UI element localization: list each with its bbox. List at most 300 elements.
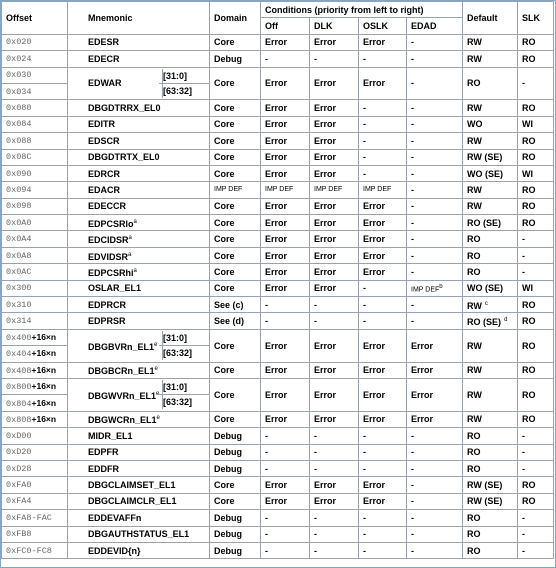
mnemonic-text: EDACR (88, 184, 121, 195)
header-oslk: OSLK (359, 18, 407, 34)
slk-value: RO (522, 184, 536, 195)
cell-off (261, 329, 310, 362)
cell-domain (210, 444, 261, 460)
cell-edad (407, 428, 463, 444)
footnote-marker: e (154, 341, 158, 348)
dlk-value: Error (314, 78, 337, 89)
domain-value: Core (214, 135, 235, 146)
cell-oslk (359, 460, 407, 476)
slk-value: - (522, 529, 526, 540)
default-value: RO (467, 266, 481, 277)
mnemonic-text: DBGDTRRX_EL0 (88, 103, 161, 114)
cell-edad (407, 444, 463, 460)
cell-edad (407, 329, 463, 362)
cell-offset (2, 477, 68, 493)
cell-domain (210, 313, 261, 329)
off-value: IMP DEF (265, 185, 294, 193)
domain-value: Core (214, 340, 235, 351)
slk-value: - (522, 430, 526, 441)
edad-value: - (411, 135, 414, 146)
cell-mnemonic (68, 444, 210, 460)
oslk-value: Error (363, 340, 386, 351)
cell-offset (2, 493, 68, 509)
cell-slk (518, 329, 554, 362)
offset-value: 0xFA0 (6, 480, 32, 491)
off-value: - (265, 512, 268, 523)
table-row (2, 215, 554, 231)
cell-dlk (310, 378, 359, 411)
cell-edad (407, 67, 463, 100)
cell-default (463, 198, 518, 214)
cell-offset (2, 428, 68, 444)
table-row (2, 231, 554, 247)
cell-offset (2, 280, 68, 296)
mnemonic-text: EDWAR (88, 78, 122, 89)
edad-value: IMP DEF (411, 286, 440, 293)
cell-dlk (310, 116, 359, 132)
footnote-marker: e (156, 415, 160, 422)
cell-offset (2, 542, 68, 558)
cell-off (261, 297, 310, 313)
cell-slk (518, 34, 554, 50)
off-value: - (265, 53, 268, 64)
cell-oslk (359, 362, 407, 378)
cell-offset (2, 362, 68, 378)
bit-ranges (162, 69, 209, 98)
footnote-marker: c (484, 300, 488, 307)
header-off: Off (261, 18, 310, 34)
slk-value: - (522, 545, 526, 556)
cell-default (463, 165, 518, 181)
dlk-value: Error (314, 37, 337, 48)
slk-value: RO (522, 389, 536, 400)
oslk-value: Error (363, 37, 386, 48)
cell-mnemonic (68, 231, 210, 247)
cell-default (463, 34, 518, 50)
table-row (2, 100, 554, 116)
dlk-value: Error (314, 201, 337, 212)
cell-domain (210, 247, 261, 263)
oslk-value: IMP DEF (363, 185, 392, 193)
edad-value: - (411, 480, 414, 491)
slk-value: RO (522, 365, 536, 376)
cell-default (463, 493, 518, 509)
cell-default (463, 362, 518, 378)
off-value: Error (265, 234, 288, 245)
cell-dlk (310, 460, 359, 476)
mnemonic-text: EDPRSR (88, 316, 126, 327)
domain-value: Core (214, 119, 235, 130)
cell-slk (518, 444, 554, 460)
domain-value: Core (214, 234, 235, 245)
offset-value: 0x020 (6, 37, 32, 48)
mnemonic-text: EDSCR (88, 135, 120, 146)
table-row (2, 477, 554, 493)
offset-value: 0x080 (6, 103, 32, 114)
cell-slk (518, 428, 554, 444)
off-value: Error (265, 168, 288, 179)
slk-value: - (522, 447, 526, 458)
cell-domain (210, 165, 261, 181)
offset-value: 0xFA8-FAC (6, 512, 52, 523)
default-value: RW (SE) (467, 152, 503, 163)
cell-edad (407, 51, 463, 67)
cell-edad (407, 313, 463, 329)
cell-off (261, 133, 310, 149)
mnemonic-text: EDECR (88, 53, 120, 64)
header-mnemonic: Mnemonic (68, 2, 210, 35)
off-value: Error (265, 78, 288, 89)
mnemonic-wrap (88, 380, 205, 409)
bit-range-high: [63:32] (163, 348, 193, 359)
offset-suffix: +16×n (31, 381, 57, 392)
table-row (2, 51, 554, 67)
cell-offset (2, 313, 68, 329)
cell-edad (407, 182, 463, 198)
cell-offset (2, 83, 68, 99)
off-value: Error (265, 152, 288, 163)
cell-slk (518, 280, 554, 296)
cell-default (463, 280, 518, 296)
cell-domain (210, 280, 261, 296)
domain-value: Debug (214, 512, 242, 523)
offset-base: 0x408 (6, 365, 32, 376)
off-value: Error (265, 119, 288, 130)
cell-default (463, 116, 518, 132)
mnemonic-text: EDPFR (88, 447, 119, 458)
oslk-value: - (363, 119, 366, 130)
cell-domain (210, 329, 261, 362)
cell-mnemonic (68, 116, 210, 132)
dlk-value: Error (314, 389, 337, 400)
cell-slk (518, 542, 554, 558)
off-value: - (265, 430, 268, 441)
mnemonic-text: MIDR_EL1 (88, 430, 133, 441)
cell-mnemonic (68, 149, 210, 165)
default-value: RO (467, 250, 481, 261)
cell-edad (407, 264, 463, 280)
cell-domain (210, 215, 261, 231)
dlk-value: - (314, 545, 317, 556)
cell-domain (210, 542, 261, 558)
oslk-value: Error (363, 250, 386, 261)
default-value: RO (467, 430, 481, 441)
cell-oslk (359, 247, 407, 263)
cell-dlk (310, 100, 359, 116)
cell-dlk (310, 133, 359, 149)
cell-off (261, 116, 310, 132)
domain-value: Core (214, 414, 235, 425)
dlk-value: Error (314, 152, 337, 163)
cell-domain (210, 378, 261, 411)
cell-edad (407, 34, 463, 50)
cell-default (463, 378, 518, 411)
cell-oslk (359, 477, 407, 493)
cell-dlk (310, 149, 359, 165)
offset-suffix: +16×n (31, 348, 57, 359)
cell-edad (407, 247, 463, 263)
cell-domain (210, 297, 261, 313)
offset-suffix: +16×n (31, 364, 57, 375)
cell-dlk (310, 411, 359, 427)
cell-offset (2, 215, 68, 231)
table-row (2, 526, 554, 542)
cell-dlk (310, 247, 359, 263)
table-body (2, 34, 554, 559)
cell-dlk (310, 477, 359, 493)
cell-default (463, 329, 518, 362)
default-value: RO (467, 463, 481, 474)
cell-domain (210, 411, 261, 427)
table-row (2, 165, 554, 181)
edad-value: Error (411, 340, 434, 351)
mnemonic-name (88, 388, 159, 402)
cell-oslk (359, 542, 407, 558)
default-value: RO (SE) (467, 317, 502, 328)
edad-value: - (411, 250, 414, 261)
mnemonic-text: DBGBVRn_EL1 (88, 341, 155, 352)
cell-oslk (359, 100, 407, 116)
cell-off (261, 231, 310, 247)
off-value: - (265, 545, 268, 556)
cell-domain (210, 493, 261, 509)
edad-value: - (411, 152, 414, 163)
cell-offset (2, 411, 68, 427)
off-value: Error (265, 266, 288, 277)
cell-mnemonic (68, 215, 210, 231)
offset-value: 0x088 (6, 135, 32, 146)
cell-off (261, 477, 310, 493)
cell-domain (210, 460, 261, 476)
dlk-value: Error (314, 480, 337, 491)
table-row (2, 34, 554, 50)
cell-mnemonic (68, 264, 210, 280)
off-value: Error (265, 340, 288, 351)
cell-edad (407, 100, 463, 116)
cell-dlk (310, 51, 359, 67)
cell-mnemonic (68, 165, 210, 181)
slk-value: - (522, 463, 526, 474)
mnemonic-text: EDPCSRhi (88, 267, 134, 278)
cell-dlk (310, 313, 359, 329)
offset-value: 0x0AC (6, 266, 32, 277)
domain-value: Core (214, 168, 235, 179)
default-value: RW (467, 201, 482, 212)
mnemonic-text: EDRCR (88, 168, 121, 179)
dlk-value: - (314, 53, 317, 64)
cell-edad (407, 477, 463, 493)
oslk-value: - (363, 463, 366, 474)
edad-value: - (411, 512, 414, 523)
cell-domain (210, 133, 261, 149)
cell-domain (210, 198, 261, 214)
footnote-marker: a (128, 235, 132, 242)
cell-domain (210, 149, 261, 165)
cell-oslk (359, 51, 407, 67)
cell-mnemonic (68, 280, 210, 296)
mnemonic-text: EDDEVID{n} (88, 545, 141, 556)
off-value: Error (265, 37, 288, 48)
cell-default (463, 542, 518, 558)
table-row (2, 264, 554, 280)
table-row (2, 149, 554, 165)
cell-dlk (310, 542, 359, 558)
edad-value: - (411, 184, 414, 195)
cell-default (463, 477, 518, 493)
offset-value: 0x0A0 (6, 217, 32, 228)
table-row (2, 116, 554, 132)
cell-domain (210, 264, 261, 280)
offset-suffix: +16×n (31, 397, 57, 408)
slk-value: WI (522, 119, 534, 130)
cell-offset (2, 395, 68, 411)
domain-value: Core (214, 389, 235, 400)
slk-value: RO (522, 135, 536, 146)
cell-default (463, 247, 518, 263)
cell-offset (2, 116, 68, 132)
cell-offset (2, 378, 68, 394)
domain-value: Debug (214, 53, 242, 64)
cell-mnemonic (68, 133, 210, 149)
cell-offset (2, 444, 68, 460)
offset-value: 0xFA4 (6, 496, 32, 507)
cell-domain (210, 51, 261, 67)
slk-value: RO (522, 299, 536, 310)
edad-value: - (411, 217, 414, 228)
cell-default (463, 526, 518, 542)
domain-value: Debug (214, 430, 242, 441)
table-row (2, 133, 554, 149)
dlk-value: Error (314, 119, 337, 130)
cell-off (261, 100, 310, 116)
dlk-value: Error (314, 414, 337, 425)
mnemonic-text: DBGWVRn_EL1 (88, 390, 157, 401)
off-value: Error (265, 283, 288, 294)
domain-value: Core (214, 217, 235, 228)
edad-value: - (411, 37, 414, 48)
mnemonic-text: EDECCR (88, 201, 127, 212)
slk-value: RO (522, 340, 536, 351)
cell-slk (518, 460, 554, 476)
edad-value: - (411, 168, 414, 179)
off-value: Error (265, 365, 288, 376)
cell-dlk (310, 510, 359, 526)
cell-off (261, 264, 310, 280)
cell-slk (518, 510, 554, 526)
dlk-value: - (314, 463, 317, 474)
table-row (2, 362, 554, 378)
cell-mnemonic (68, 313, 210, 329)
cell-default (463, 149, 518, 165)
cell-oslk (359, 198, 407, 214)
cell-offset (2, 67, 68, 83)
cell-slk (518, 247, 554, 263)
cell-edad (407, 165, 463, 181)
mnemonic-text: OSLAR_EL1 (88, 283, 142, 294)
cell-slk (518, 182, 554, 198)
cell-off (261, 198, 310, 214)
cell-off (261, 460, 310, 476)
cell-mnemonic (68, 34, 210, 50)
default-value: RO (467, 529, 481, 540)
dlk-value: Error (314, 365, 337, 376)
domain-value: Core (214, 37, 235, 48)
cell-edad (407, 411, 463, 427)
cell-slk (518, 362, 554, 378)
offset-value: 0x0A4 (6, 234, 32, 245)
cell-slk (518, 231, 554, 247)
offset-value: 0xD28 (6, 463, 32, 474)
oslk-value: - (363, 135, 366, 146)
offset-base: 0x400 (6, 333, 32, 343)
cell-edad (407, 215, 463, 231)
cell-offset (2, 346, 68, 362)
mnemonic-name (88, 77, 122, 89)
cell-edad (407, 378, 463, 411)
slk-value: - (522, 266, 526, 277)
offset-value: 0x024 (6, 53, 32, 64)
cell-edad (407, 133, 463, 149)
header-conditions: Conditions (priority from left to right) (261, 2, 463, 18)
slk-value: RO (522, 37, 536, 48)
mnemonic-text: EDDEVAFFn (88, 512, 142, 523)
off-value: - (265, 299, 268, 310)
dlk-value: - (314, 447, 317, 458)
bit-ranges (162, 331, 209, 360)
cell-off (261, 510, 310, 526)
slk-value: RO (522, 414, 536, 425)
mnemonic-text: EDPRCR (88, 299, 127, 310)
oslk-value: Error (363, 480, 386, 491)
mnemonic-text: DBGBCRn_EL1 (88, 366, 155, 377)
domain-value: Core (214, 496, 235, 507)
domain-value: See (d) (214, 316, 245, 327)
cell-off (261, 149, 310, 165)
cell-domain (210, 231, 261, 247)
mnemonic-text: DBGDTRTX_EL0 (88, 152, 160, 163)
oslk-value: - (363, 168, 366, 179)
offset-base: 0x404 (6, 349, 32, 360)
cell-domain (210, 526, 261, 542)
dlk-value: Error (314, 135, 337, 146)
edad-value: - (411, 299, 414, 310)
cell-off (261, 428, 310, 444)
footnote-marker: a (128, 251, 132, 258)
edad-value: - (411, 201, 414, 212)
dlk-value: Error (314, 340, 337, 351)
off-value: - (265, 463, 268, 474)
default-value: RO (467, 234, 481, 245)
offset-value: 0x0A8 (6, 250, 32, 261)
cell-offset (2, 100, 68, 116)
mnemonic-name (88, 339, 157, 353)
cell-offset (2, 460, 68, 476)
dlk-value: Error (314, 168, 337, 179)
table-row (2, 378, 554, 394)
dlk-value: Error (314, 266, 337, 277)
default-value: WO (SE) (467, 168, 504, 179)
cell-slk (518, 215, 554, 231)
cell-off (261, 313, 310, 329)
offset-value: 0xD20 (6, 447, 32, 458)
table-row (2, 313, 554, 329)
mnemonic-wrap (88, 69, 205, 98)
edad-value: - (411, 430, 414, 441)
cell-dlk (310, 198, 359, 214)
cell-domain (210, 510, 261, 526)
cell-off (261, 247, 310, 263)
table-row (2, 510, 554, 526)
